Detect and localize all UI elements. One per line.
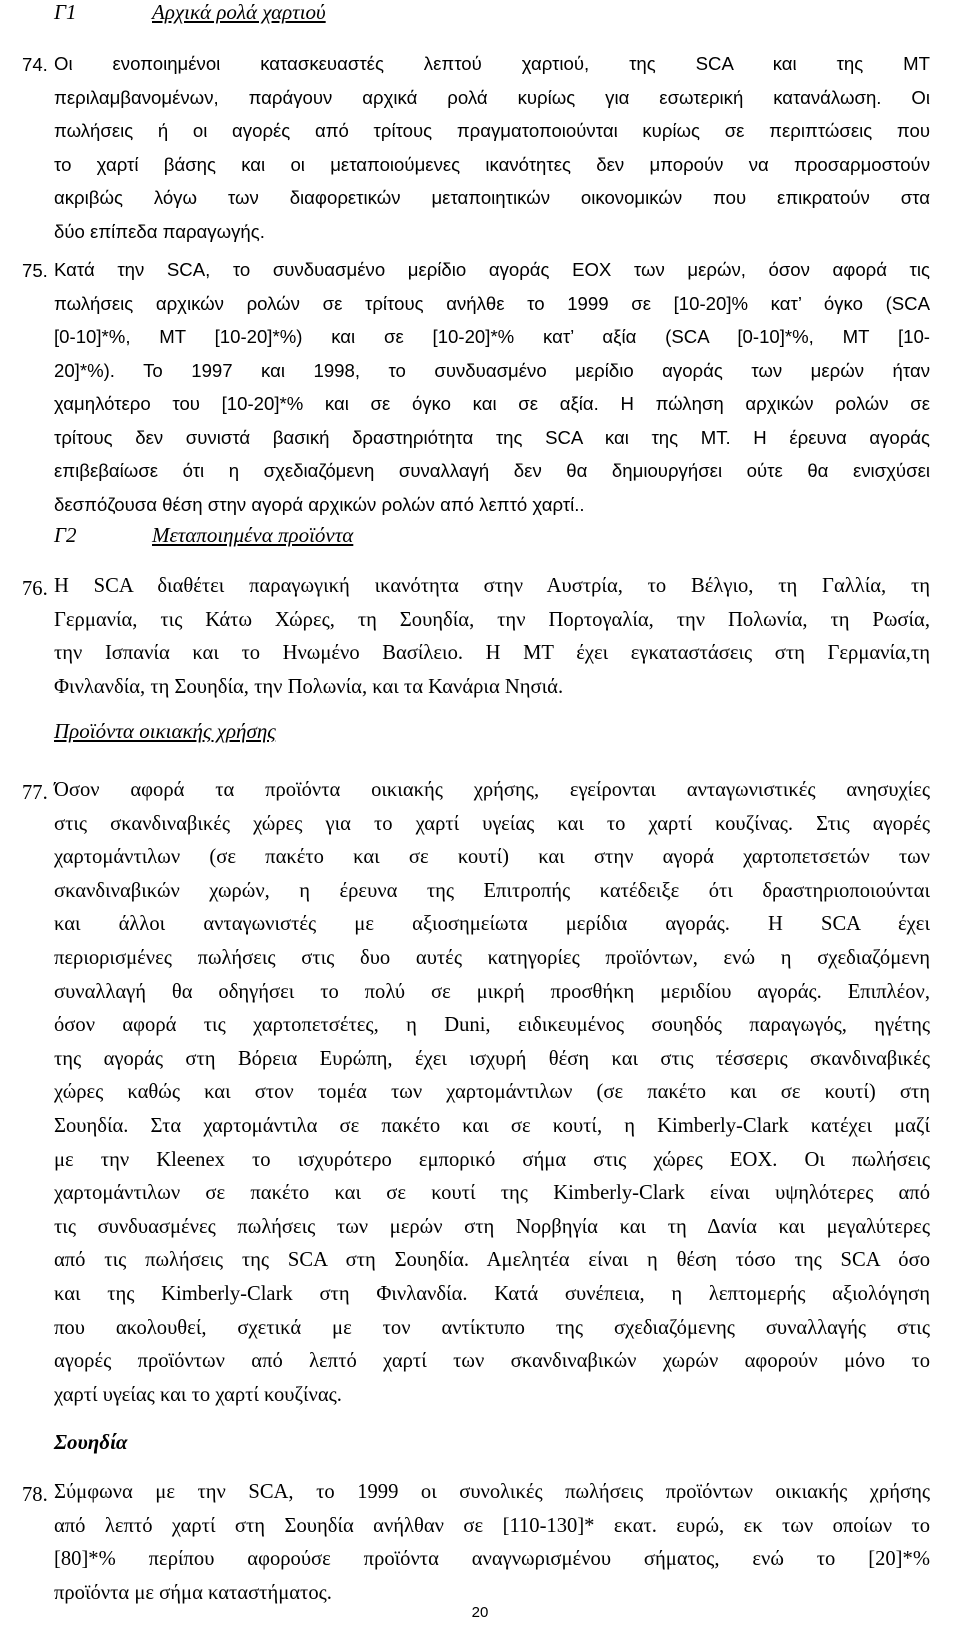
text-line: περιορισμένες πωλήσεις στις δυο αυτές κατηγορίες προϊόντων, ενώ η σχεδιαζόμενη: [54, 946, 930, 969]
text-line: και άλλοι ανταγωνιστές με αξιοσημείωτα μερίδια αγοράς. Η SCA έχει: [54, 913, 930, 936]
section-title: Προϊόντα οικιακής χρήσης: [54, 719, 276, 743]
paragraph-number-78: 78.: [22, 1484, 48, 1506]
page-number: 20: [471, 1604, 489, 1621]
text-line: επιβεβαίωσε ότι η σχεδιαζόμενη συναλλαγή δεν θα δημιουργήσει ούτε θα ενισχύσει: [54, 460, 930, 481]
text-line: τις συνδυασμένες πωλήσεις των μερών στη Νορβηγία και τη Δανία και μεγαλύτερες: [54, 1215, 930, 1238]
text-line: την Ισπανία και το Ηνωμένο Βασίλειο. Η MT έχει εγκαταστάσεις στη Γερμανία,τη: [54, 642, 930, 665]
section-heading-g2: [54, 525, 353, 546]
text-line: Σύμφωνα με την SCA, το 1999 οι συνολικές πωλήσεις προϊόντων οικιακής χρήσης: [54, 1481, 930, 1503]
text-line: ακριβώς λόγω των διαφορετικών μεταποιητικών οικονομικών που επικρατούν στα: [54, 187, 930, 208]
text-line: αγορές προϊόντων από λεπτό χαρτί των σκανδιναβικών χωρών αφορούν μόνο το: [54, 1350, 930, 1373]
text-line: από τις πωλήσεις της SCA στη Σουηδία. Αμελητέα είναι η θέση τόσο της SCA όσο: [54, 1249, 930, 1272]
text-line: [0-10]*%, MT [10-20]*%) και σε [10-20]*% κατ’ αξία (SCA [0-10]*%, MT [10-: [54, 326, 930, 347]
section-title: Αρχικά ρολά χαρτιού: [152, 0, 326, 24]
paragraph-74: [54, 47, 930, 248]
paragraph-76: [54, 570, 930, 704]
section-code: Γ2: [54, 523, 77, 547]
text-line: Φινλανδία, τη Σουηδία, την Πολωνία, και τα Κανάρια Νησιά.: [54, 675, 564, 698]
section-heading-household: [54, 721, 276, 742]
text-line: [80]*% περίπου αφορούσε προϊόντα αναγνωρισμένου σήματος, ενώ το [20]*%: [54, 1548, 930, 1571]
text-line: περιλαμβανομένων, παράγουν αρχικά ρολά κυρίως για εσωτερική κατανάλωση. Οι: [54, 86, 930, 108]
text-line: στις σκανδιναβικές χώρες για το χαρτί υγείας και το χαρτί κουζίνας. Στις αγορές: [54, 812, 930, 835]
text-line: χαρτομάντιλων σε πακέτο και σε κουτί της Kimberly-Clark είναι υψηλότερες από: [54, 1182, 930, 1205]
text-line: πωλήσεις αρχικών ρολών σε τρίτους ανήλθε το 1999 σε [10-20]% κατ’ όγκο (SCA: [54, 292, 930, 314]
section-title: Σουηδία: [54, 1430, 128, 1454]
text-line: Σουηδία. Στα χαρτομάντιλα σε πακέτο και σε κουτί, η Kimberly-Clark κατέχει μαζί: [54, 1114, 930, 1137]
text-line: το χαρτί βάσης και οι μεταποιούμενες ικανότητες δεν μπορούν να προσαρμοστούν: [54, 153, 930, 175]
text-line: δύο επίπεδα παραγωγής.: [54, 220, 265, 242]
text-line: από λεπτό χαρτί στη Σουηδία ανήλθαν σε [110-130]* εκατ. ευρώ, εκ των οποίων το: [54, 1514, 930, 1537]
section-heading-g1: [54, 2, 326, 23]
text-line: 20]*%). Το 1997 και 1998, το συνδυασμένο μερίδιο αγοράς των μερών ήταν: [54, 359, 930, 381]
paragraph-78: [54, 1476, 930, 1610]
text-line: χαμηλότερο του [10-20]*% και σε όγκο και σε αξία. Η πώληση αρχικών ρολών σε: [54, 393, 930, 414]
text-line: χαρτομάντιλων (σε πακέτο και σε κουτί) και στην αγορά χαρτοπετσετών των: [54, 846, 930, 869]
text-line: προϊόντα με σήμα καταστήματος.: [54, 1581, 332, 1604]
text-line: όσον αφορά τις χαρτοπετσέτες, η Duni, ειδικευμένος σουηδός παραγωγός, ηγέτης: [54, 1014, 930, 1037]
text-line: δεσπόζουσα θέση στην αγορά αρχικών ρολών από λεπτό χαρτί..: [54, 493, 585, 515]
text-line: Η SCA διαθέτει παραγωγική ικανότητα στην Αυστρία, το Βέλγιο, τη Γαλλία, τη: [54, 575, 930, 597]
text-line: που ακολουθεί, σχετικά με τον αντίκτυπο της σχεδιαζόμενης συναλλαγής στις: [54, 1316, 930, 1339]
text-line: με την Kleenex το ισχυρότερο εμπορικό σήμα στις χώρες ΕΟΧ. Οι πωλήσεις: [54, 1148, 930, 1171]
text-line: συναλλαγή θα οδηγήσει το πολύ σε μικρή προσθήκη μεριδίου αγοράς. Επιπλέον,: [54, 980, 930, 1003]
section-title: Μεταποιημένα προϊόντα: [152, 523, 354, 547]
text-line: τρίτους δεν συνιστά βασική δραστηριότητα της SCA και της MT. Η έρευνα αγοράς: [54, 426, 930, 448]
section-code: Γ1: [54, 0, 77, 24]
text-line: χαρτί υγείας και το χαρτί κουζίνας.: [54, 1383, 342, 1406]
text-line: πωλήσεις ή οι αγορές από τρίτους πραγματοποιούνται κυρίως σε περιπτώσεις που: [54, 120, 930, 141]
section-heading-sweden: [54, 1432, 128, 1453]
text-line: Γερμανία, τις Κάτω Χώρες, τη Σουηδία, την Πορτογαλία, την Πολωνία, τη Ρωσία,: [54, 608, 930, 631]
paragraph-number-75: 75.: [22, 260, 48, 281]
paragraph-number-76: 76.: [22, 578, 48, 600]
text-line: σκανδιναβικών χωρών, η έρευνα της Επιτροπής κατέδειξε ότι δραστηριοποιούνται: [54, 879, 930, 902]
paragraph-75: [54, 253, 930, 521]
text-line: Οι ενοποιημένοι κατασκευαστές λεπτού χαρτιού, της SCA και της MT: [54, 53, 930, 74]
paragraph-number-74: 74.: [22, 54, 48, 75]
text-line: χώρες καθώς και στον τομέα των χαρτομάντιλων (σε πακέτο και σε κουτί) στη: [54, 1081, 930, 1104]
paragraph-number-77: 77.: [22, 782, 48, 804]
text-line: της αγοράς στη Βόρεια Ευρώπη, έχει ισχυρή θέση και στις τέσσερις σκανδιναβικές: [54, 1047, 930, 1070]
text-line: Κατά την SCA, το συνδυασμένο μερίδιο αγοράς ΕΟΧ των μερών, όσον αφορά τις: [54, 259, 930, 280]
text-line: και της Kimberly-Clark στη Φινλανδία. Κατά συνέπεια, η λεπτομερής αξιολόγηση: [54, 1282, 930, 1305]
text-line: Όσον αφορά τα προϊόντα οικιακής χρήσης, εγείρονται ανταγωνιστικές ανησυχίες: [54, 779, 930, 801]
paragraph-77: [54, 774, 930, 1412]
